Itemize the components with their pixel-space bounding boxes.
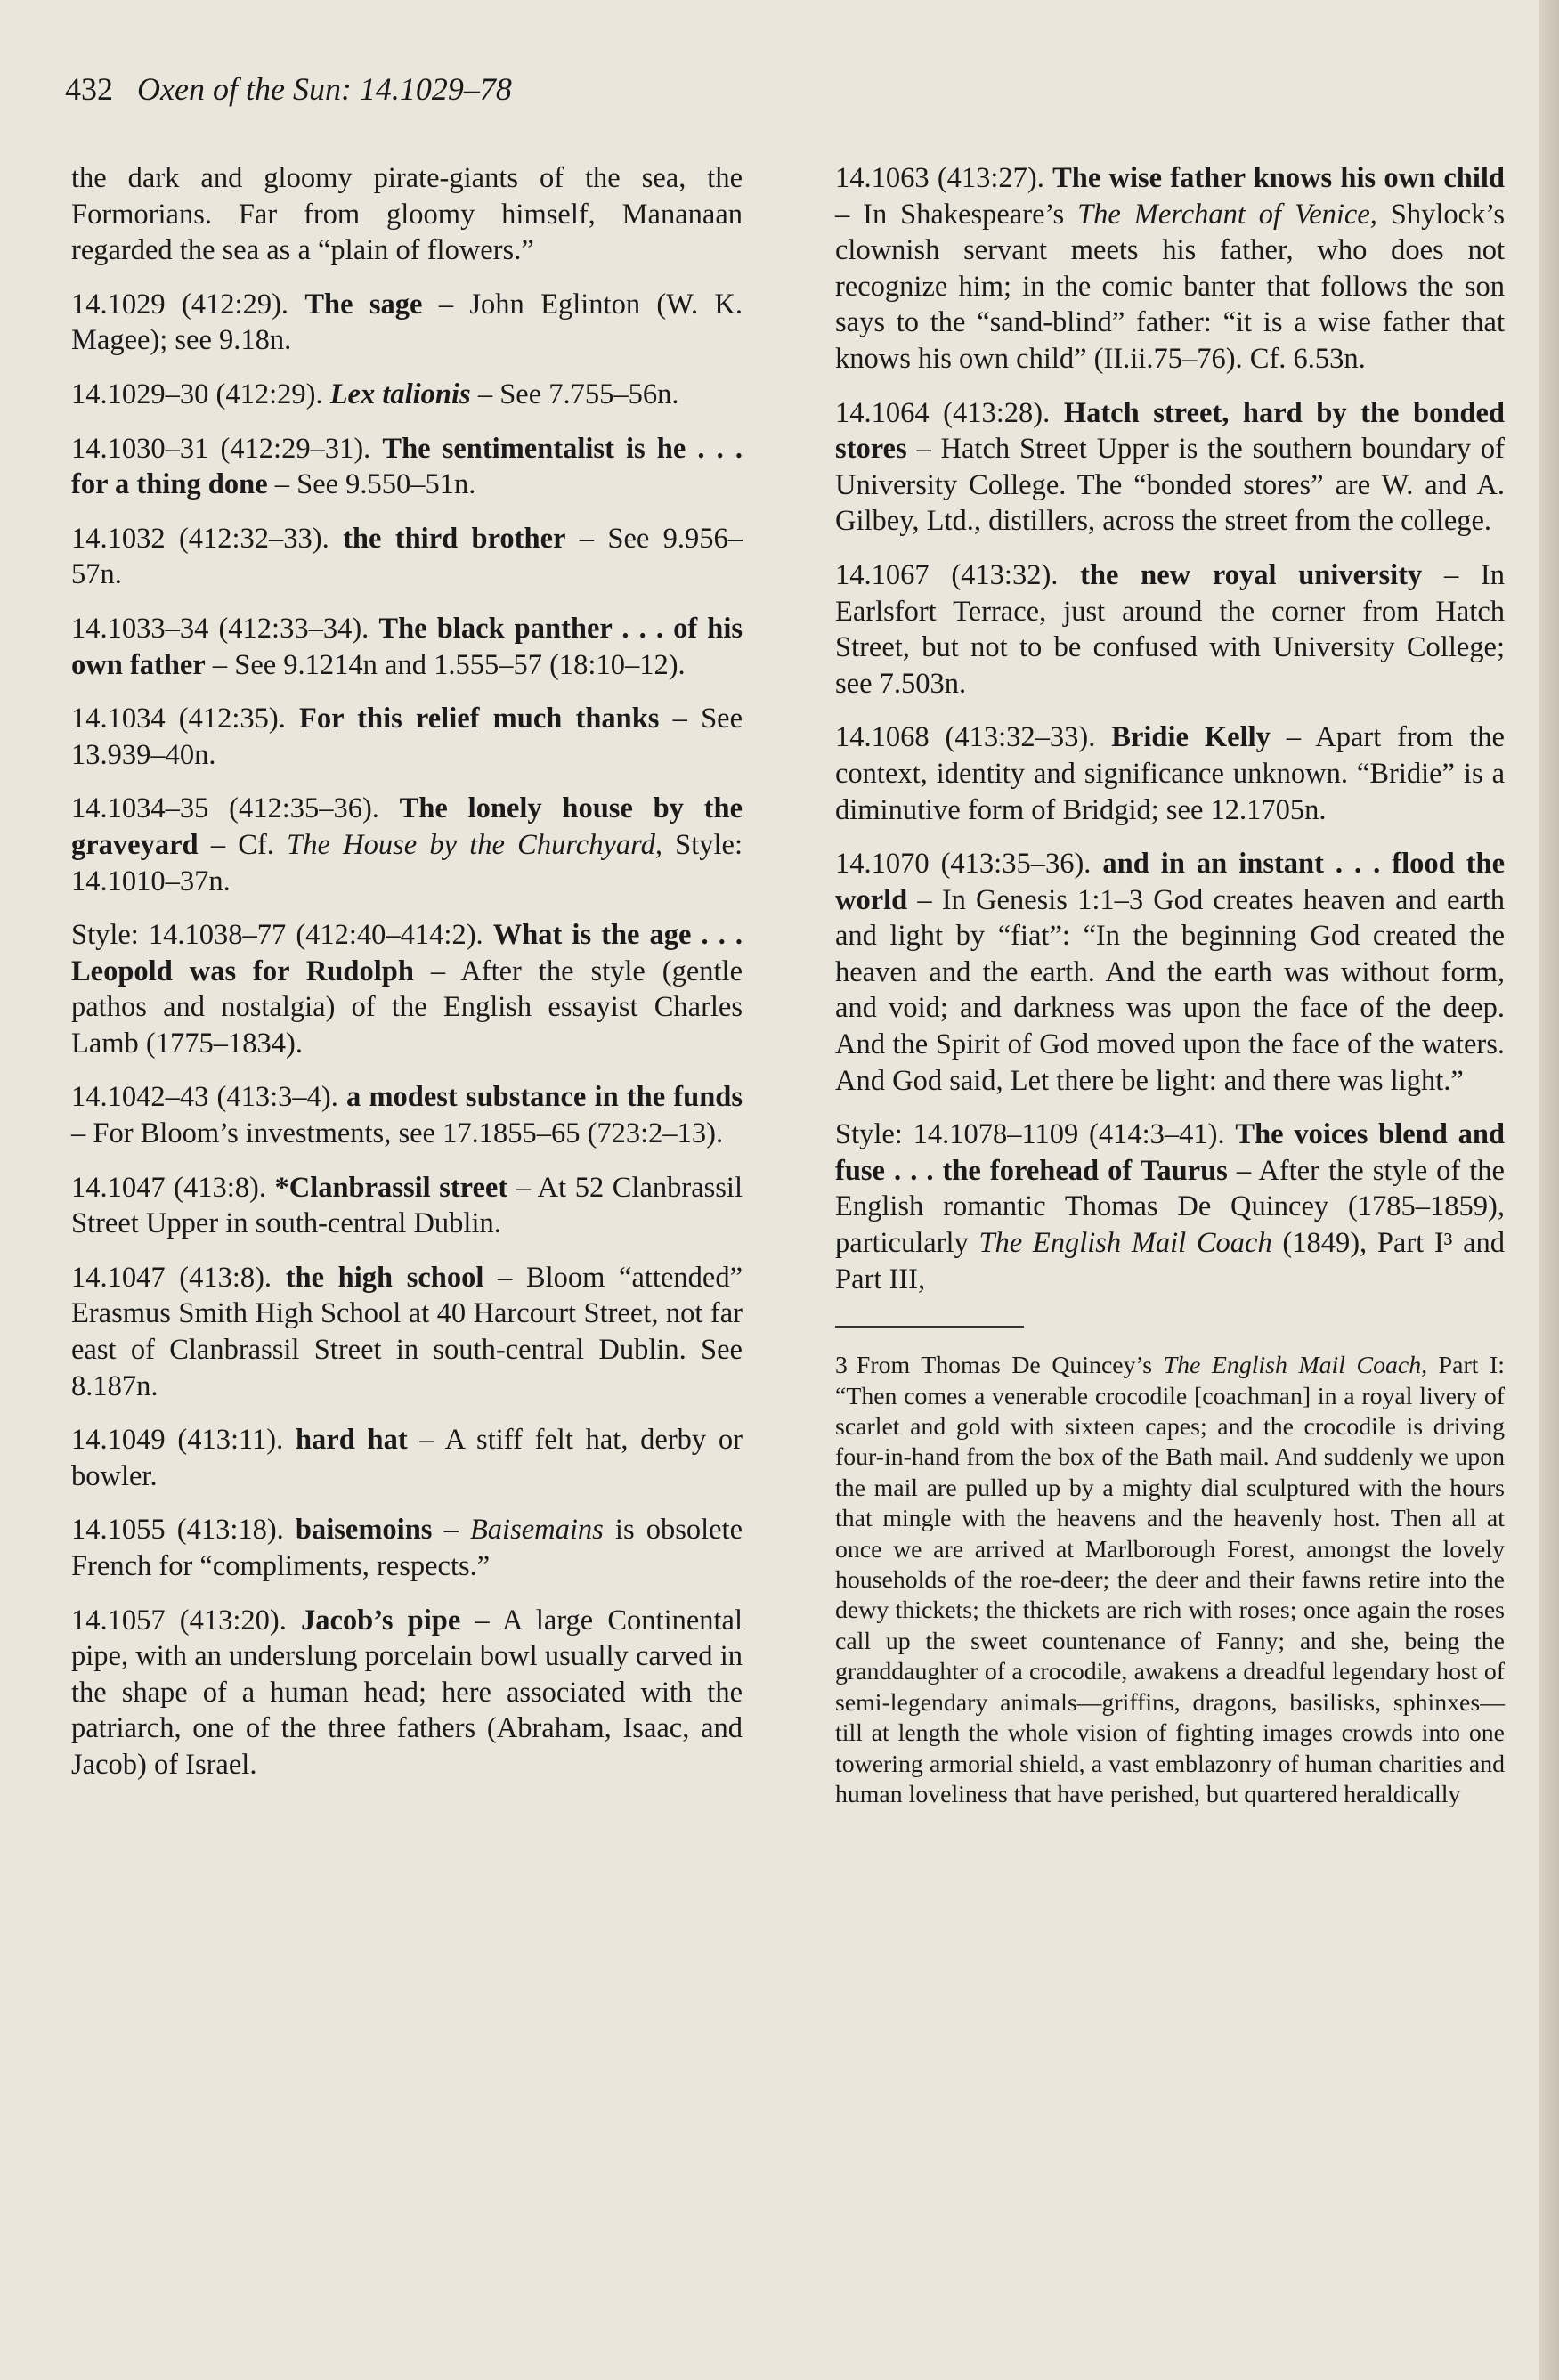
note-body: – After the style (gentle pathos and nostalgia) of the English essayist Charles Lamb (1775–1834). (71, 954, 743, 1060)
note-reference: 14.1042–43 (413:3–4). (71, 1081, 338, 1114)
note-body-continued: is obsolete French for “compliments, respects.” (71, 1514, 743, 1582)
note-lemma: Lex talionis (329, 378, 471, 410)
page-edge-shadow (1539, 0, 1559, 2380)
note-entry (835, 719, 1505, 828)
note-reference: 14.1049 (413:11). (71, 1424, 284, 1457)
note-reference: 14.1068 (413:32–33). (835, 721, 1096, 754)
note-body: – In Earlsfort Terrace, just around the corner from Hatch Street, but not to be confused with University College; see 7.503n. (835, 558, 1505, 700)
note-lemma: the new royal university (1080, 558, 1423, 591)
note-entry (835, 395, 1505, 540)
note-entry (71, 701, 743, 773)
note-reference: 14.1034–35 (412:35–36). (71, 792, 379, 825)
footnote-rule (835, 1326, 1024, 1328)
note-body: – At 52 Clanbrassil Street Upper in south-central Dublin. (71, 1171, 743, 1240)
note-reference: 14.1030–31 (412:29–31). (71, 432, 371, 465)
note-entry (835, 160, 1505, 378)
note-lemma: a modest substance in the funds (346, 1081, 743, 1114)
note-body: – A large Continental pipe, with an underslung porcelain bowl usually carved in the shape of a human head; here associated with the patriarch, one of the three fathers (Abraham, Isaac, and Jacob) of Israel. (71, 1604, 743, 1781)
note-lemma: Jacob’s pipe (300, 1604, 461, 1637)
left-column (71, 160, 743, 1801)
note-entry (71, 287, 743, 359)
note-reference: 14.1029 (412:29). (71, 288, 289, 321)
footnote (835, 1351, 1505, 1810)
note-reference: 14.1063 (413:27). (835, 162, 1044, 194)
note-italic-title: Baisemains (469, 1514, 604, 1547)
note-body: – Apart from the context, identity and significance unknown. “Bridie” is a diminutive form of Bridgid; see 12.1705n. (835, 721, 1505, 826)
note-reference: 14.1047 (413:8). (71, 1171, 266, 1204)
footnote-title: The English Mail Coach, (1163, 1352, 1428, 1380)
note-body: – Cf. (210, 828, 288, 861)
note-reference: 14.1047 (413:8). (71, 1261, 272, 1294)
footnote-lead: From Thomas De Quincey’s (856, 1352, 1164, 1380)
note-lemma: What is the age . . . Leopold was for Rudolph (71, 919, 743, 987)
note-entry (71, 1260, 743, 1404)
note-lemma: hard hat (295, 1424, 408, 1457)
note-body-continued: (1849), Part I³ and Part III, (835, 1227, 1505, 1296)
note-lemma: the high school (285, 1261, 484, 1294)
note-lemma: The sage (304, 288, 423, 321)
note-body: – See 13.939–40n. (71, 703, 743, 771)
note-body: – A stiff felt hat, derby or bowler. (71, 1424, 743, 1492)
note-entry (71, 377, 743, 413)
note-entry (71, 917, 743, 1061)
note-reference: 14.1055 (413:18). (71, 1514, 284, 1547)
footnote-text: Part I: “Then comes a venerable crocodile [coachman] in a royal livery of scarlet and gold with sixteen capes; and the crocodile is driving four-in-hand from the box of the Bath mail. And suddenly we upon the mail are pulled up by a mighty dial sculptured with the hours that mingle with the heavens and the heavenly host. Then all at once we are arrived at Marlborough Forest, amongst the lovely households of the roe-deer; the deer and their fawns retire into the dewy thickets; the thickets are rich with roses; once again the roses call up the sweet countenance of Fanny; and she, being the granddaughter of a crocodile, awakens a dreadful legendary host of semi-legendary animals—griffins, dragons, basilisks, sphinxes—till at length the whole vision of fighting images crowds into one towering armorial shield, a vast emblazonry of human charities and human loveliness that have perished, but quartered heraldically (835, 1352, 1506, 1808)
note-reference: 14.1034 (412:35). (71, 703, 286, 735)
note-body: – Bloom “attended” Erasmus Smith High School at 40 Harcourt Street, not far east of Clanbrassil Street in south-central Dublin. See 8.187n. (71, 1261, 743, 1402)
note-reference: 14.1070 (413:35–36). (835, 848, 1092, 881)
note-lemma: and in an instant . . . flood the world (835, 848, 1505, 916)
note-entry (71, 431, 743, 503)
note-body: – Hatch Street Upper is the southern boundary of University College. The “bonded stores” are W. and A. Gilbey, Ltd., distillers, across the street from the college. (835, 433, 1505, 538)
note-italic-title: The House by the Churchyard, (287, 828, 662, 861)
note-entry (71, 1079, 743, 1151)
note-body: – See 9.1214n and 1.555–57 (18:10–12). (212, 648, 686, 681)
right-column (835, 160, 1505, 1810)
note-body: – In Genesis 1:1–3 God creates heaven and earth and light by “fiat”: “In the beginning God created the heaven and the earth. And the earth was without form, and void; and darkness was upon the face of the deep. And the Spirit of God moved upon the face of the waters. And God said, Let there be light: and there was light.” (835, 883, 1506, 1097)
note-lemma: *Clanbrassil street (274, 1171, 508, 1204)
note-lemma: For this relief much thanks (299, 703, 660, 735)
note-entry (835, 557, 1505, 702)
note-lemma: the third brother (343, 522, 566, 555)
note-entry (71, 1603, 743, 1783)
note-entry (71, 791, 743, 899)
note-italic-title: The Merchant of Venice, (1077, 198, 1377, 231)
note-lemma: Bridie Kelly (1111, 721, 1271, 754)
note-lemma: baisemoins (295, 1514, 433, 1547)
page-number: 432 (65, 71, 113, 107)
note-lemma: The sentimentalist is he . . . for a thing done (71, 432, 743, 501)
note-body: – See 7.755–56n. (477, 378, 679, 410)
note-entry (71, 1512, 743, 1584)
note-lemma: The lonely house by the graveyard (71, 792, 743, 861)
note-body: – After the style of the English romantic Thomas De Quincey (1785–1859), particularly (835, 1154, 1505, 1260)
note-entry (71, 611, 743, 683)
note-body: – See 9.550–51n. (274, 468, 476, 501)
note-entry (71, 1170, 743, 1242)
note-body: the dark and gloomy pirate-giants of the sea, the Formorians. Far from gloomy himself, Mananaan regarded the sea as a “plain of flowers.” (71, 162, 743, 267)
note-body-continued: Shylock’s clownish servant meets his father, who does not recognize him; in the comic banter that follows the son says to the “sand-blind” father: “it is a wise father that knows his own child” (II.ii.75–76). Cf. 6.53n. (835, 198, 1506, 375)
note-body: – For Bloom’s investments, see 17.1855–65 (723:2–13). (71, 1117, 724, 1150)
note-reference: 14.1032 (412:32–33). (71, 522, 329, 555)
note-entry (71, 160, 743, 269)
note-lemma: Hatch street, hard by the bonded stores (835, 396, 1505, 466)
note-entry (835, 846, 1505, 1099)
note-lemma: The black panther . . . of his own father (71, 612, 743, 681)
note-reference: Style: 14.1038–77 (412:40–414:2). (71, 919, 483, 952)
note-reference: 14.1067 (413:32). (835, 558, 1059, 591)
note-body-continued: Style: 14.1010–37n. (71, 828, 743, 898)
footnote-number: 3 (835, 1352, 848, 1380)
note-entry (835, 1117, 1505, 1297)
note-reference: Style: 14.1078–1109 (414:3–41). (835, 1118, 1225, 1151)
note-body: – In Shakespeare’s (835, 198, 1078, 231)
note-reference: 14.1064 (413:28). (835, 396, 1051, 429)
note-italic-title: The English Mail Coach (978, 1227, 1272, 1260)
note-body: – (443, 1514, 470, 1547)
note-reference: 14.1057 (413:20). (71, 1604, 287, 1637)
note-entry (71, 521, 743, 593)
note-reference: 14.1033–34 (412:33–34). (71, 612, 369, 645)
note-lemma: The voices blend and fuse . . . the forehead of Taurus (835, 1118, 1505, 1187)
running-title: Oxen of the Sun: 14.1029–78 (137, 71, 512, 107)
note-entry (71, 1422, 743, 1494)
running-header (65, 69, 512, 109)
note-body: – See 9.956–57n. (71, 522, 743, 591)
note-body: – John Eglinton (W. K. Magee); see 9.18n. (71, 288, 743, 357)
note-lemma: The wise father knows his own child (1052, 162, 1505, 194)
note-reference: 14.1029–30 (412:29). (71, 378, 323, 410)
